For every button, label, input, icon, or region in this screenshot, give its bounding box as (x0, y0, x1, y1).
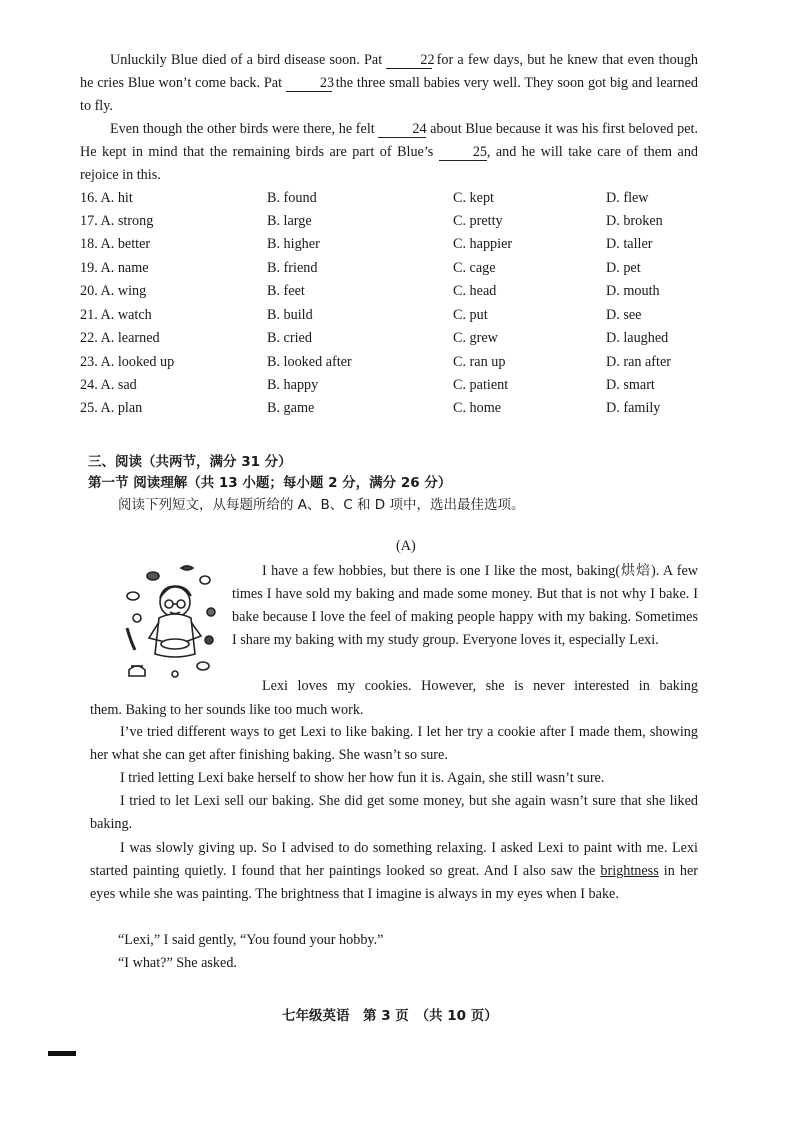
option-row (80, 354, 720, 377)
option-c: C. ran up (453, 354, 506, 370)
option-a: 21. A. watch (80, 307, 152, 323)
cloze-paragraph-2 (80, 118, 698, 187)
option-c: C. cage (453, 260, 496, 276)
blank-22: 22 (386, 53, 432, 69)
option-a: 16. A. hit (80, 190, 133, 206)
cloze-text: about Blue because it was his first beloved pet. He kept in mind that the remaining birds are part of Blue’s (80, 121, 699, 160)
option-b: B. large (267, 213, 312, 229)
option-c: C. grew (453, 330, 498, 346)
passage-paragraph-8: “I what?” She asked. (118, 955, 237, 971)
option-row (80, 283, 720, 306)
option-d: D. taller (606, 236, 653, 252)
option-b: B. found (267, 190, 317, 206)
scan-mark (48, 1051, 76, 1056)
option-c: C. pretty (453, 213, 503, 229)
option-a: 24. A. sad (80, 377, 137, 393)
option-d: D. smart (606, 377, 655, 393)
option-d: D. flew (606, 190, 649, 206)
cloze-paragraph-1 (80, 49, 698, 118)
passage-paragraph-5: I tried to let Lexi sell our baking. She did get some money, but she again wasn’t sure that she liked baking. (90, 793, 698, 832)
option-b: B. looked after (267, 354, 352, 370)
option-row (80, 330, 720, 353)
option-b: B. game (267, 400, 315, 416)
section-title: 三、阅读（共两节，满分 31 分） (88, 454, 292, 470)
option-c: C. put (453, 307, 488, 323)
passage-paragraph-7: “Lexi,” I said gently, “You found your hobby.” (118, 932, 384, 948)
option-row (80, 307, 720, 330)
option-d: D. broken (606, 213, 663, 229)
option-c: C. home (453, 400, 502, 416)
option-a: 25. A. plan (80, 400, 143, 416)
underlined-word: brightness (600, 863, 659, 879)
option-a: 23. A. looked up (80, 354, 175, 370)
option-d: D. mouth (606, 283, 660, 299)
cloze-text: , and he will take care of them and rejoice in this. (80, 144, 699, 183)
option-b: B. happy (267, 377, 319, 393)
option-d: D. ran after (606, 354, 671, 370)
option-a: 19. A. name (80, 260, 149, 276)
cloze-text: Even though the other birds were there, he felt (110, 121, 375, 137)
blank-23: 23 (286, 76, 332, 92)
option-c: C. head (453, 283, 497, 299)
page-footer: 七年级英语 第 3 页 （共 10 页） (282, 1008, 498, 1024)
option-row (80, 377, 720, 400)
passage-paragraph-2-line1: Lexi loves my cookies. However, she is never interested in baking (262, 678, 698, 694)
option-row (80, 400, 720, 423)
passage-paragraph-4: I tried letting Lexi bake herself to show her how fun it is. Again, she still wasn’t sure. (120, 770, 605, 786)
passage-paragraph-2-line2: them. Baking to her sounds like too much work. (90, 702, 364, 718)
part-title: 第一节 阅读理解（共 13 小题；每小题 2 分，满分 26 分） (88, 475, 452, 491)
cloze-text: the three small babies very well. They soon got big and learned to fly. (80, 75, 698, 114)
option-d: D. see (606, 307, 642, 323)
option-c: C. happier (453, 236, 513, 252)
option-b: B. friend (267, 260, 318, 276)
option-b: B. feet (267, 283, 305, 299)
passage-label: (A) (396, 538, 416, 554)
instructions: 阅读下列短文，从每题所给的 A、B、C 和 D 项中，选出最佳选项。 (118, 497, 525, 513)
blank-25: 25 (439, 145, 487, 161)
option-row (80, 260, 720, 283)
option-d: D. laughed (606, 330, 669, 346)
option-row (80, 213, 720, 236)
passage-paragraph-1: I have a few hobbies, but there is one I like the most, baking(烘焙). A few times I have sold my baking and made some money. But that is not why I bake. I bake because I love the feel of making people happy with my baking. Sometimes I share my baking with my study group. Everyone loves it, especially Lexi. (232, 563, 698, 648)
option-b: B. cried (267, 330, 312, 346)
option-a: 22. A. learned (80, 330, 160, 346)
passage-paragraph-6 (90, 837, 698, 906)
blank-24: 24 (378, 122, 426, 138)
option-a: 20. A. wing (80, 283, 147, 299)
option-c: C. patient (453, 377, 509, 393)
option-a: 18. A. better (80, 236, 151, 252)
option-row (80, 190, 720, 213)
passage-text: in her eyes while she was painting. The brightness that I imagine is always in my eyes when I bake. (90, 863, 699, 902)
option-b: B. higher (267, 236, 320, 252)
option-a: 17. A. strong (80, 213, 154, 229)
option-d: D. family (606, 400, 661, 416)
cloze-text: Unluckily Blue died of a bird disease soon. Pat (110, 52, 383, 68)
passage-paragraph-3: I’ve tried different ways to get Lexi to like baking. I let her try a cookie after I made them, showing her what she can get after finishing baking. She wasn’t so sure. (90, 724, 698, 763)
option-row (80, 236, 720, 259)
passage-text: I was slowly giving up. So I advised to do something relaxing. I asked Lexi to paint with me. Lexi started painting quietly. I found that her paintings looked so great. And I also saw the (90, 840, 698, 879)
cloze-text: for a few days, but he knew that even though he cries Blue won’t come back. Pat (80, 52, 699, 91)
baking-girl-illustration (115, 562, 233, 682)
option-c: C. kept (453, 190, 494, 206)
option-b: B. build (267, 307, 313, 323)
option-d: D. pet (606, 260, 641, 276)
